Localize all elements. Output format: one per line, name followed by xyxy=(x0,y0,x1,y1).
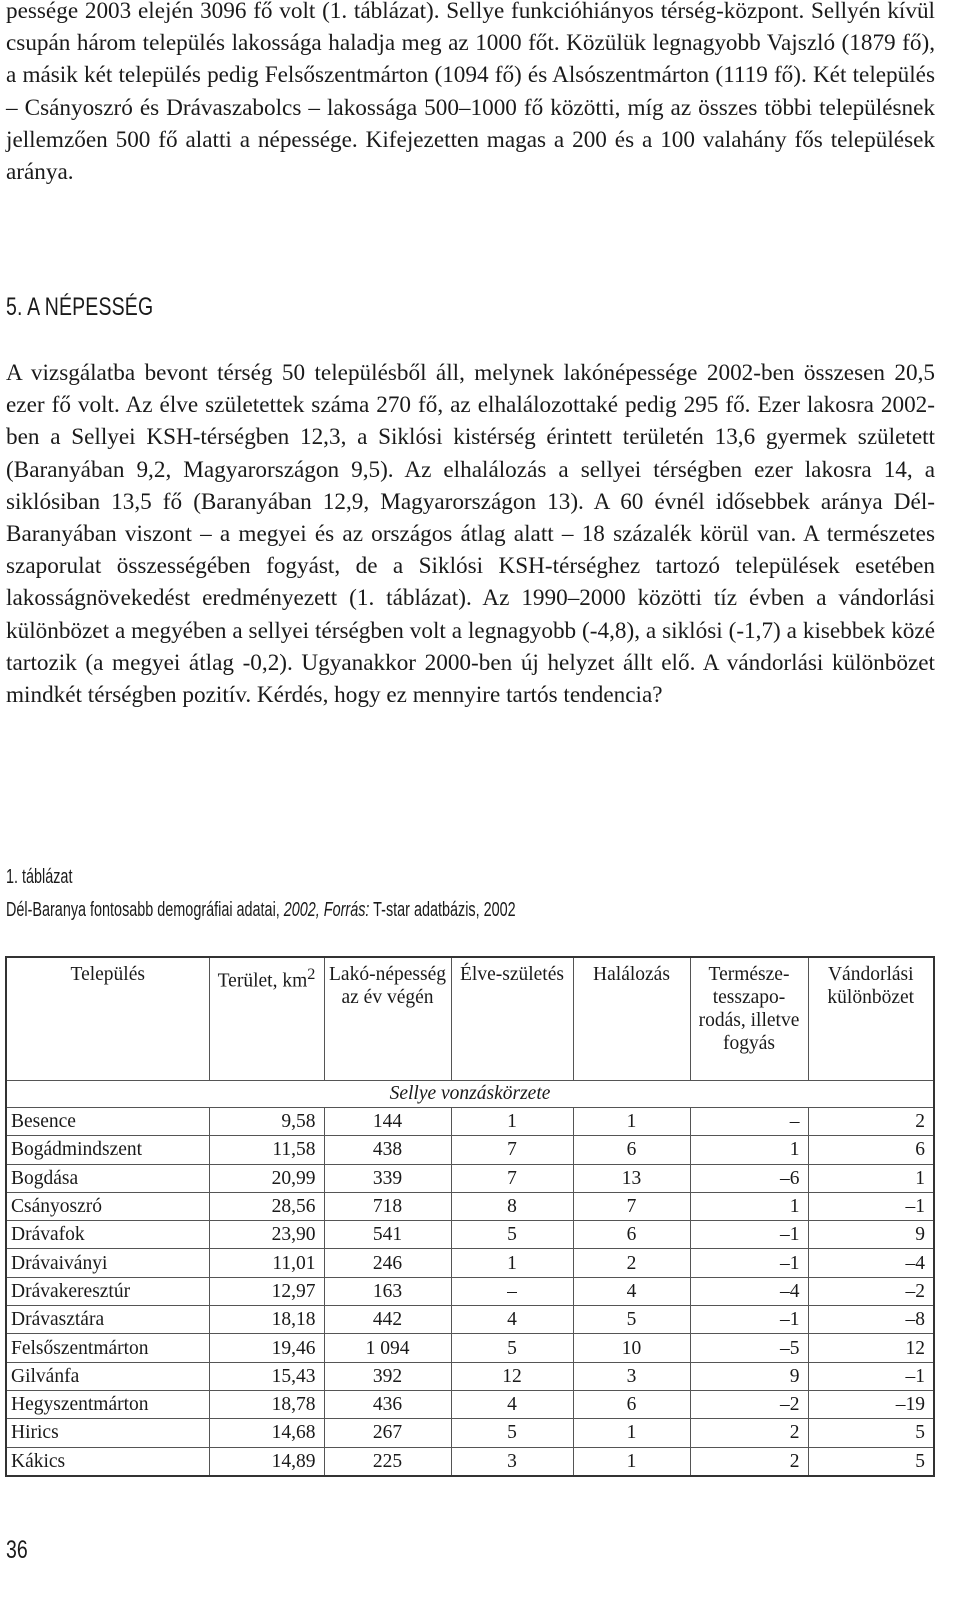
row-area: 9,58 xyxy=(209,1108,324,1136)
table-row xyxy=(6,1136,934,1164)
row-migration: 2 xyxy=(808,1108,934,1136)
row-settlement: Drávafok xyxy=(6,1221,209,1249)
row-deaths: 1 xyxy=(573,1108,690,1136)
row-area: 14,68 xyxy=(209,1419,324,1447)
demographic-table xyxy=(5,956,935,1477)
row-births: 3 xyxy=(451,1447,573,1476)
row-settlement: Drávakeresztúr xyxy=(6,1277,209,1305)
row-natural-change: –4 xyxy=(690,1277,808,1305)
row-births: 5 xyxy=(451,1334,573,1362)
col-header-migration: Vándorlási különbözet xyxy=(808,957,934,1081)
row-deaths: 4 xyxy=(573,1277,690,1305)
table-row xyxy=(6,1390,934,1418)
row-area: 12,97 xyxy=(209,1277,324,1305)
row-area: 23,90 xyxy=(209,1221,324,1249)
row-area: 15,43 xyxy=(209,1362,324,1390)
col-header-area xyxy=(209,957,324,1081)
row-deaths: 6 xyxy=(573,1221,690,1249)
table-title-source: T-star adatbázis, 2002 xyxy=(369,899,516,921)
row-natural-change: 1 xyxy=(690,1192,808,1220)
row-area: 18,78 xyxy=(209,1390,324,1418)
row-migration: 5 xyxy=(808,1447,934,1476)
row-settlement: Kákics xyxy=(6,1447,209,1476)
row-area: 18,18 xyxy=(209,1306,324,1334)
row-natural-change: 1 xyxy=(690,1136,808,1164)
row-migration: –4 xyxy=(808,1249,934,1277)
col-header-area-sup: 2 xyxy=(307,965,316,983)
row-population: 718 xyxy=(324,1192,451,1220)
row-settlement: Besence xyxy=(6,1108,209,1136)
row-migration: 1 xyxy=(808,1164,934,1192)
row-population: 438 xyxy=(324,1136,451,1164)
table-header-row xyxy=(6,957,934,1081)
row-natural-change: – xyxy=(690,1108,808,1136)
row-deaths: 10 xyxy=(573,1334,690,1362)
row-area: 11,58 xyxy=(209,1136,324,1164)
row-migration: –1 xyxy=(808,1362,934,1390)
table-row xyxy=(6,1334,934,1362)
row-population: 267 xyxy=(324,1419,451,1447)
row-deaths: 7 xyxy=(573,1192,690,1220)
table-number: 1. táblázat xyxy=(6,866,73,888)
row-settlement: Hegyszentmárton xyxy=(6,1390,209,1418)
row-area: 14,89 xyxy=(209,1447,324,1476)
row-settlement: Drávaiványi xyxy=(6,1249,209,1277)
row-settlement: Bogádmindszent xyxy=(6,1136,209,1164)
table-row xyxy=(6,1249,934,1277)
row-deaths: 3 xyxy=(573,1362,690,1390)
table-row xyxy=(6,1362,934,1390)
row-births: 5 xyxy=(451,1419,573,1447)
row-natural-change: –2 xyxy=(690,1390,808,1418)
table-row xyxy=(6,1221,934,1249)
row-migration: 12 xyxy=(808,1334,934,1362)
table-row xyxy=(6,1108,934,1136)
table-row xyxy=(6,1447,934,1476)
row-settlement: Felsőszentmárton xyxy=(6,1334,209,1362)
table-row xyxy=(6,1192,934,1220)
table-group-row xyxy=(6,1081,934,1108)
row-area: 11,01 xyxy=(209,1249,324,1277)
row-natural-change: 2 xyxy=(690,1447,808,1476)
row-natural-change: –1 xyxy=(690,1249,808,1277)
row-area: 20,99 xyxy=(209,1164,324,1192)
row-settlement: Bogdása xyxy=(6,1164,209,1192)
col-header-natural-change: Természe-tesszapo-rodás, illetve fogyás xyxy=(690,957,808,1081)
col-header-births: Élve-születés xyxy=(451,957,573,1081)
row-settlement: Hirics xyxy=(6,1419,209,1447)
row-births: – xyxy=(451,1277,573,1305)
row-settlement: Csányoszró xyxy=(6,1192,209,1220)
row-population: 1 094 xyxy=(324,1334,451,1362)
table-row xyxy=(6,1164,934,1192)
row-deaths: 5 xyxy=(573,1306,690,1334)
row-population: 436 xyxy=(324,1390,451,1418)
row-births: 7 xyxy=(451,1164,573,1192)
col-header-area-text: Terület, km xyxy=(217,970,308,992)
row-births: 4 xyxy=(451,1306,573,1334)
table-row xyxy=(6,1419,934,1447)
row-births: 1 xyxy=(451,1249,573,1277)
row-area: 19,46 xyxy=(209,1334,324,1362)
row-deaths: 2 xyxy=(573,1249,690,1277)
row-births: 7 xyxy=(451,1136,573,1164)
page-number: 36 xyxy=(6,1536,28,1564)
row-natural-change: 9 xyxy=(690,1362,808,1390)
row-population: 163 xyxy=(324,1277,451,1305)
row-migration: 6 xyxy=(808,1136,934,1164)
row-settlement: Drávasztára xyxy=(6,1306,209,1334)
row-migration: 5 xyxy=(808,1419,934,1447)
table-title-year: 2002, Forrás: xyxy=(283,899,370,921)
table-title-text: Dél-Baranya fontosabb demográfiai adatai, xyxy=(6,899,284,921)
row-deaths: 1 xyxy=(573,1419,690,1447)
row-deaths: 13 xyxy=(573,1164,690,1192)
section-heading: 5. A NÉPESSÉG xyxy=(6,293,154,321)
row-population: 225 xyxy=(324,1447,451,1476)
row-population: 541 xyxy=(324,1221,451,1249)
row-deaths: 1 xyxy=(573,1447,690,1476)
row-births: 8 xyxy=(451,1192,573,1220)
table-row xyxy=(6,1277,934,1305)
row-deaths: 6 xyxy=(573,1136,690,1164)
row-population: 392 xyxy=(324,1362,451,1390)
row-births: 1 xyxy=(451,1108,573,1136)
row-migration: –19 xyxy=(808,1390,934,1418)
row-migration: –2 xyxy=(808,1277,934,1305)
table-title xyxy=(6,899,516,922)
row-migration: 9 xyxy=(808,1221,934,1249)
row-migration: –8 xyxy=(808,1306,934,1334)
col-header-deaths: Halálozás xyxy=(573,957,690,1081)
row-deaths: 6 xyxy=(573,1390,690,1418)
row-migration: –1 xyxy=(808,1192,934,1220)
row-population: 442 xyxy=(324,1306,451,1334)
row-settlement: Gilvánfa xyxy=(6,1362,209,1390)
row-births: 4 xyxy=(451,1390,573,1418)
group-label: Sellye vonzáskörzete xyxy=(6,1081,934,1108)
row-natural-change: –6 xyxy=(690,1164,808,1192)
row-population: 246 xyxy=(324,1249,451,1277)
table-row xyxy=(6,1306,934,1334)
row-natural-change: –1 xyxy=(690,1221,808,1249)
intro-paragraph: pessége 2003 elején 3096 fő volt (1. táblázat). Sellye funkcióhiányos térség-központ. Sellyén kívül csupán három település lakossága haladja meg az 1000 főt. Közülük legnagyobb Vajszló (1879 fő), a másik két település pedig Felsőszentmárton (1094 fő) és Alsószentmárton (1119 fő). Két település – Csányoszró és Drávaszabolcs – lakossága 500–1000 fő közötti, míg az összes többi településnek jellemzően 500 fő alatti a népessége. Kifejezetten magas a 200 és a 100 valahány fős települések aránya. xyxy=(6,0,935,186)
col-header-population: Lakó-népesség az év végén xyxy=(324,957,451,1081)
row-population: 339 xyxy=(324,1164,451,1192)
row-natural-change: –5 xyxy=(690,1334,808,1362)
col-header-settlement: Település xyxy=(6,957,209,1081)
row-natural-change: 2 xyxy=(690,1419,808,1447)
row-natural-change: –1 xyxy=(690,1306,808,1334)
row-population: 144 xyxy=(324,1108,451,1136)
section-paragraph: A vizsgálatba bevont térség 50 településből áll, melynek lakónépessége 2002-ben összesen 20,5 ezer fő volt. Az élve születettek száma 270 fő, az elhalálozottaké pedig 295 fő. Ezer lakosra 2002-ben a Sellyei KSH-térségben 12,3, a Siklósi kistérség érintett területén 13,6 gyermek született (Baranyában 9,2, Magyarországon 9,5). Az elhalálozás a sellyei térségben ezer lakosra 14, a siklósiban 13,5 fő (Baranyában 12,9, Magyarországon 13). A 60 évnél idősebbek aránya Dél-Baranyában viszont – a megyei és az országos átlag alatt – 18 százalék körül van. A természetes szaporulat összességében fogyást, de a Siklósi KSH-térséghez tartozó települések esetében lakosságnövekedést eredményezett (1. táblázat). Az 1990–2000 közötti tíz évben a vándorlási különbözet a megyében a sellyei térségben volt a legnagyobb (-4,8), a siklósi (-1,7) a kisebbek közé tartozik (a megyei átlag -0,2). Ugyanakkor 2000-ben új helyzet állt elő. A vándorlási különbözet mindkét térségben pozitív. Kérdés, hogy ez mennyire tartós tendencia? xyxy=(6,360,935,709)
row-births: 5 xyxy=(451,1221,573,1249)
row-area: 28,56 xyxy=(209,1192,324,1220)
row-births: 12 xyxy=(451,1362,573,1390)
